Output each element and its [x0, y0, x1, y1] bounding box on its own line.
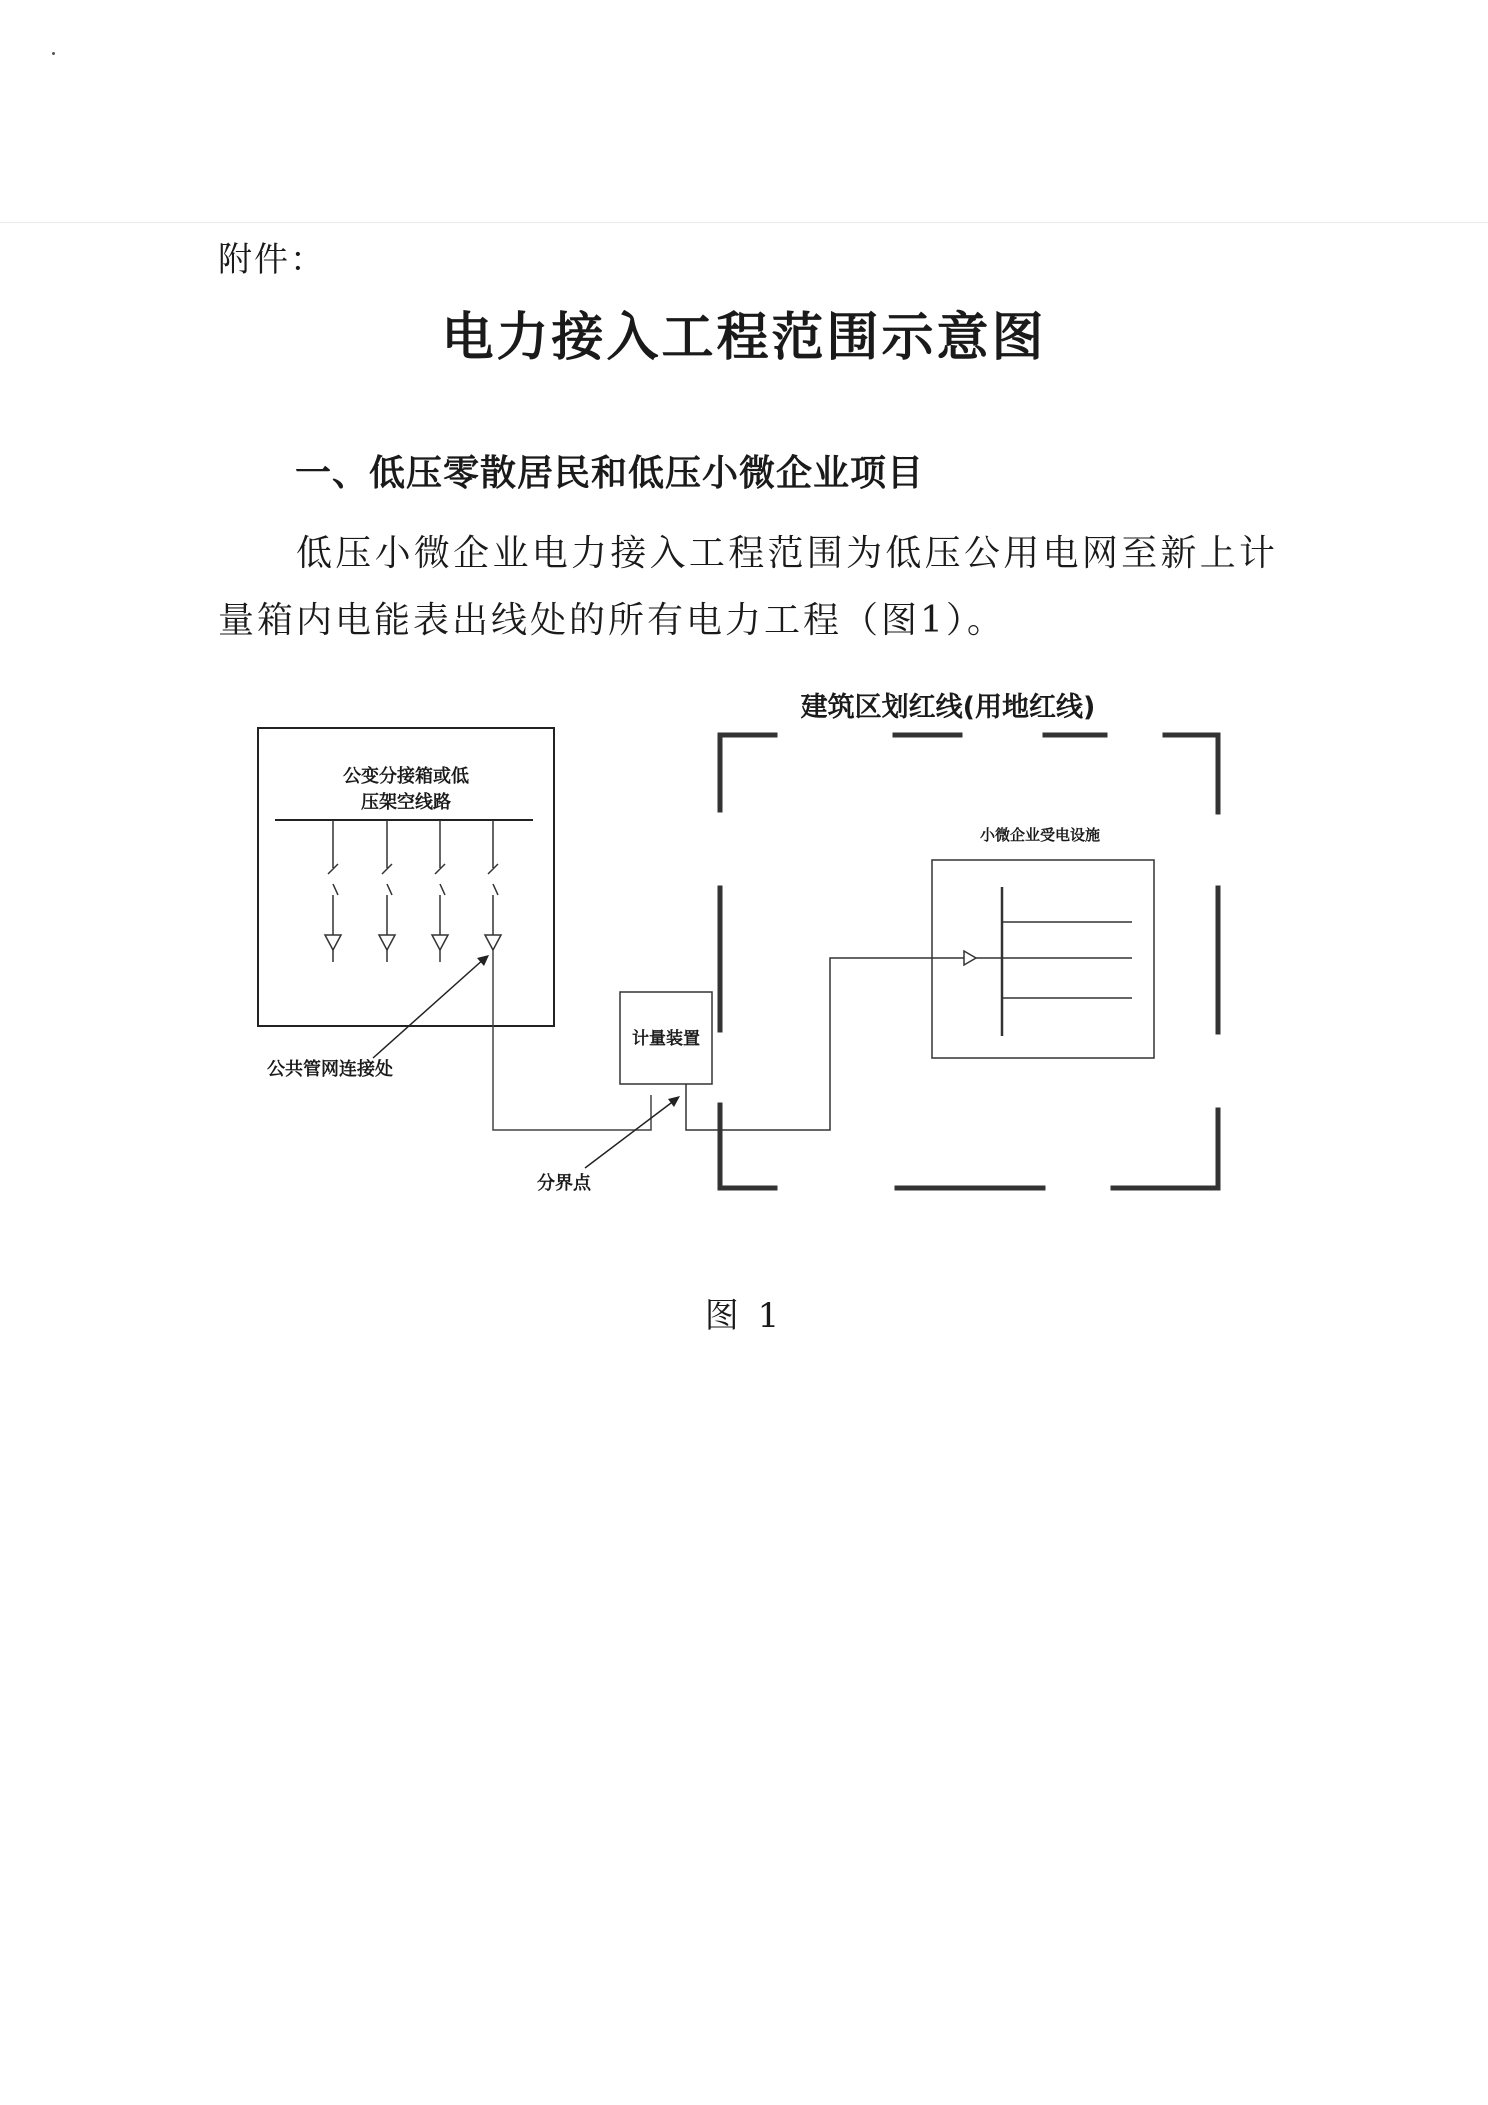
public-box-label-line2: 压架空线路 — [361, 792, 451, 813]
feeder-branch — [432, 820, 448, 962]
attachment-label: 附件： — [218, 240, 326, 280]
demarcation-arrow — [585, 1100, 675, 1168]
feeder-branch — [379, 820, 395, 962]
public-box-label-line1: 公变分接箱或低 — [343, 766, 469, 787]
feeder-branch — [325, 820, 341, 962]
boundary-label: 建筑区划红线(用地红线) — [800, 692, 1096, 723]
body-paragraph: 低压小微企业电力接入工程范围为低压公用电网至新上计量箱内电能表出线处的所有电力工程（图1）。 — [218, 533, 1278, 641]
figure-caption: 图 1 — [704, 1296, 784, 1336]
connection-point-label: 公共管网连接处 — [267, 1059, 393, 1080]
incoming-terminal-icon — [964, 951, 976, 965]
outgoing-cable — [686, 958, 964, 1130]
facility-label: 小微企业受电设施 — [979, 826, 1101, 844]
section-heading: 一、低压零散居民和低压小微企业项目 — [295, 453, 925, 494]
page-title: 电力接入工程范围示意图 — [441, 307, 1047, 368]
connection-arrow — [373, 958, 485, 1058]
demarcation-label: 分界点 — [537, 1173, 591, 1194]
meter-label: 计量装置 — [632, 1029, 700, 1049]
arrowhead-icon — [668, 1096, 680, 1107]
feeder-branch-connected — [485, 820, 501, 950]
